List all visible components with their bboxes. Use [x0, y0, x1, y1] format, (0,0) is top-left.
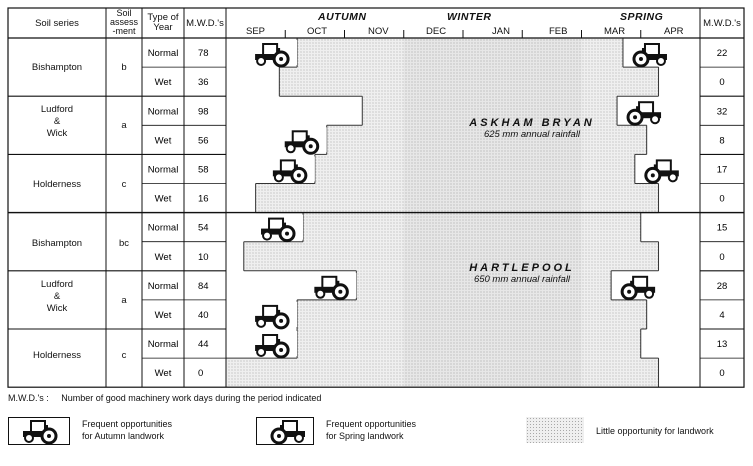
header-type-of-year-line2: Year: [153, 22, 173, 33]
type-of-year-cell-11: Normal: [147, 339, 179, 351]
group-soil-2-line1: Ludford: [40, 104, 74, 115]
group-assessment-6: c: [121, 350, 127, 361]
month-feb: FEB: [549, 26, 568, 37]
tractor-spring-icon: [257, 418, 313, 444]
mwds-footnote: [8, 393, 321, 403]
header-type-of-year: [142, 13, 184, 33]
autumn-mwd-cell-5: 58: [198, 164, 209, 176]
site-name-hartlepool: HARTLEPOOL: [469, 262, 575, 274]
header-soil-assessment-line3: -ment: [112, 26, 136, 36]
spring-mwd-cell-2: 0: [719, 77, 725, 89]
autumn-mwd-cell-6: 16: [198, 193, 209, 205]
autumn-mwd-cell-11: 44: [198, 339, 209, 351]
type-of-year-cell-6: Wet: [154, 193, 172, 205]
legend-tractor-spring-shape: [272, 421, 305, 443]
legend-little-swatch: [526, 417, 584, 443]
header-soil-series: Soil series: [35, 18, 79, 29]
month-dec: DEC: [426, 26, 447, 37]
legend-autumn: [8, 416, 248, 446]
group-soil-2-line3: Wick: [46, 128, 68, 139]
month-mar: MAR: [604, 26, 626, 37]
type-of-year-cell-8: Wet: [154, 251, 172, 263]
legend-tractor-autumn-shape: [23, 421, 56, 443]
type-of-year-cell-9: Normal: [147, 280, 179, 292]
legend-spring-line2: for Spring landwork: [326, 431, 404, 441]
type-of-year-cell-4: Wet: [154, 135, 172, 147]
site-label-askham-bryan: [442, 117, 622, 140]
legend-autumn-text: [82, 418, 172, 442]
group-soil-4: Bishampton: [31, 238, 83, 249]
month-apr: APR: [664, 26, 684, 37]
group-soil-3: Holderness: [32, 179, 82, 190]
site-rainfall-askham-bryan: 625 mm annual rainfall: [483, 129, 581, 140]
legend-little: [526, 416, 748, 446]
autumn-mwd-cell-2: 36: [198, 77, 209, 89]
autumn-mwd-cell-1: 78: [198, 48, 209, 60]
type-of-year-cell-5: Normal: [147, 164, 179, 176]
tractor-autumn-icon: [9, 418, 69, 444]
group-assessment-3: c: [121, 179, 127, 190]
spring-mwd-cell-9: 28: [716, 280, 728, 292]
type-of-year-cell-1: Normal: [147, 48, 179, 60]
spring-mwd-cell-10: 4: [719, 309, 725, 321]
group-soil-2: [8, 104, 106, 140]
legend-autumn-swatch: [8, 417, 70, 445]
header-type-of-year-line1: Type of: [147, 12, 179, 23]
header-mwds-left: M.W.D.'s: [186, 18, 224, 29]
month-jan: JAN: [492, 26, 510, 37]
spring-mwd-cell-12: 0: [719, 368, 725, 380]
month-sep: SEP: [246, 26, 266, 37]
group-assessment-1: b: [121, 62, 127, 73]
type-of-year-cell-10: Wet: [154, 309, 172, 321]
type-of-year-cell-7: Normal: [147, 222, 179, 234]
header-soil-assessment-line1: Soil: [116, 8, 132, 18]
autumn-mwd-cell-12: 0: [198, 368, 204, 380]
spring-mwd-cell-5: 17: [716, 164, 728, 176]
legend-autumn-line2: for Autumn landwork: [82, 431, 165, 441]
site-label-hartlepool: [432, 262, 612, 285]
group-soil-6: Holderness: [32, 350, 82, 361]
autumn-mwd-cell-9: 84: [198, 280, 209, 292]
month-oct: OCT: [307, 26, 328, 37]
group-soil-5-line2: &: [53, 291, 61, 302]
type-of-year-cell-2: Wet: [154, 77, 172, 89]
autumn-mwd-cell-10: 40: [198, 309, 209, 321]
mwds-footnote-label: M.W.D.'s :: [8, 393, 49, 403]
spring-mwd-cell-1: 22: [716, 48, 728, 60]
site-rainfall-hartlepool: 650 mm annual rainfall: [473, 274, 571, 285]
legend-spring-swatch: [256, 417, 314, 445]
type-of-year-cell-12: Wet: [154, 368, 172, 380]
header-soil-assessment: [106, 9, 142, 36]
spring-mwd-cell-6: 0: [719, 193, 725, 205]
group-soil-5-line1: Ludford: [40, 279, 74, 290]
spring-mwd-cell-4: 8: [719, 135, 725, 147]
mwds-footnote-definition: Number of good machinery work days during the period indicated: [61, 393, 322, 403]
header-soil-assessment-line2: assess: [109, 17, 138, 27]
season-winter: WINTER: [447, 11, 492, 23]
legend-spring: [256, 416, 496, 446]
group-assessment-4: bc: [118, 238, 130, 249]
legend-autumn-line1: Frequent opportunities: [82, 419, 173, 429]
site-name-askham-bryan: ASKHAM BRYAN: [469, 117, 595, 129]
legend-spring-line1: Frequent opportunities: [326, 419, 417, 429]
season-spring: SPRING: [620, 11, 664, 23]
group-assessment-2: a: [121, 120, 127, 131]
legend-spring-text: [326, 418, 416, 442]
spring-mwd-cell-11: 13: [716, 339, 728, 351]
autumn-mwd-cell-7: 54: [198, 222, 209, 234]
group-soil-5-line3: Wick: [46, 303, 68, 314]
group-soil-5: [8, 279, 106, 315]
header-mwds-right: M.W.D.'s: [703, 18, 741, 29]
autumn-mwd-cell-8: 10: [198, 251, 209, 263]
autumn-mwd-cell-3: 98: [198, 106, 209, 118]
group-assessment-5: a: [121, 295, 127, 306]
legend-little-text: Little opportunity for landwork: [596, 426, 714, 436]
autumn-mwd-cell-4: 56: [198, 135, 209, 147]
spring-mwd-cell-3: 32: [716, 106, 728, 118]
month-nov: NOV: [368, 26, 389, 37]
group-soil-1: Bishampton: [31, 62, 83, 73]
type-of-year-cell-3: Normal: [147, 106, 179, 118]
spring-mwd-cell-8: 0: [719, 251, 725, 263]
spring-mwd-cell-7: 15: [716, 222, 728, 234]
group-soil-2-line2: &: [53, 116, 61, 127]
season-autumn: AUTUMN: [318, 11, 367, 23]
